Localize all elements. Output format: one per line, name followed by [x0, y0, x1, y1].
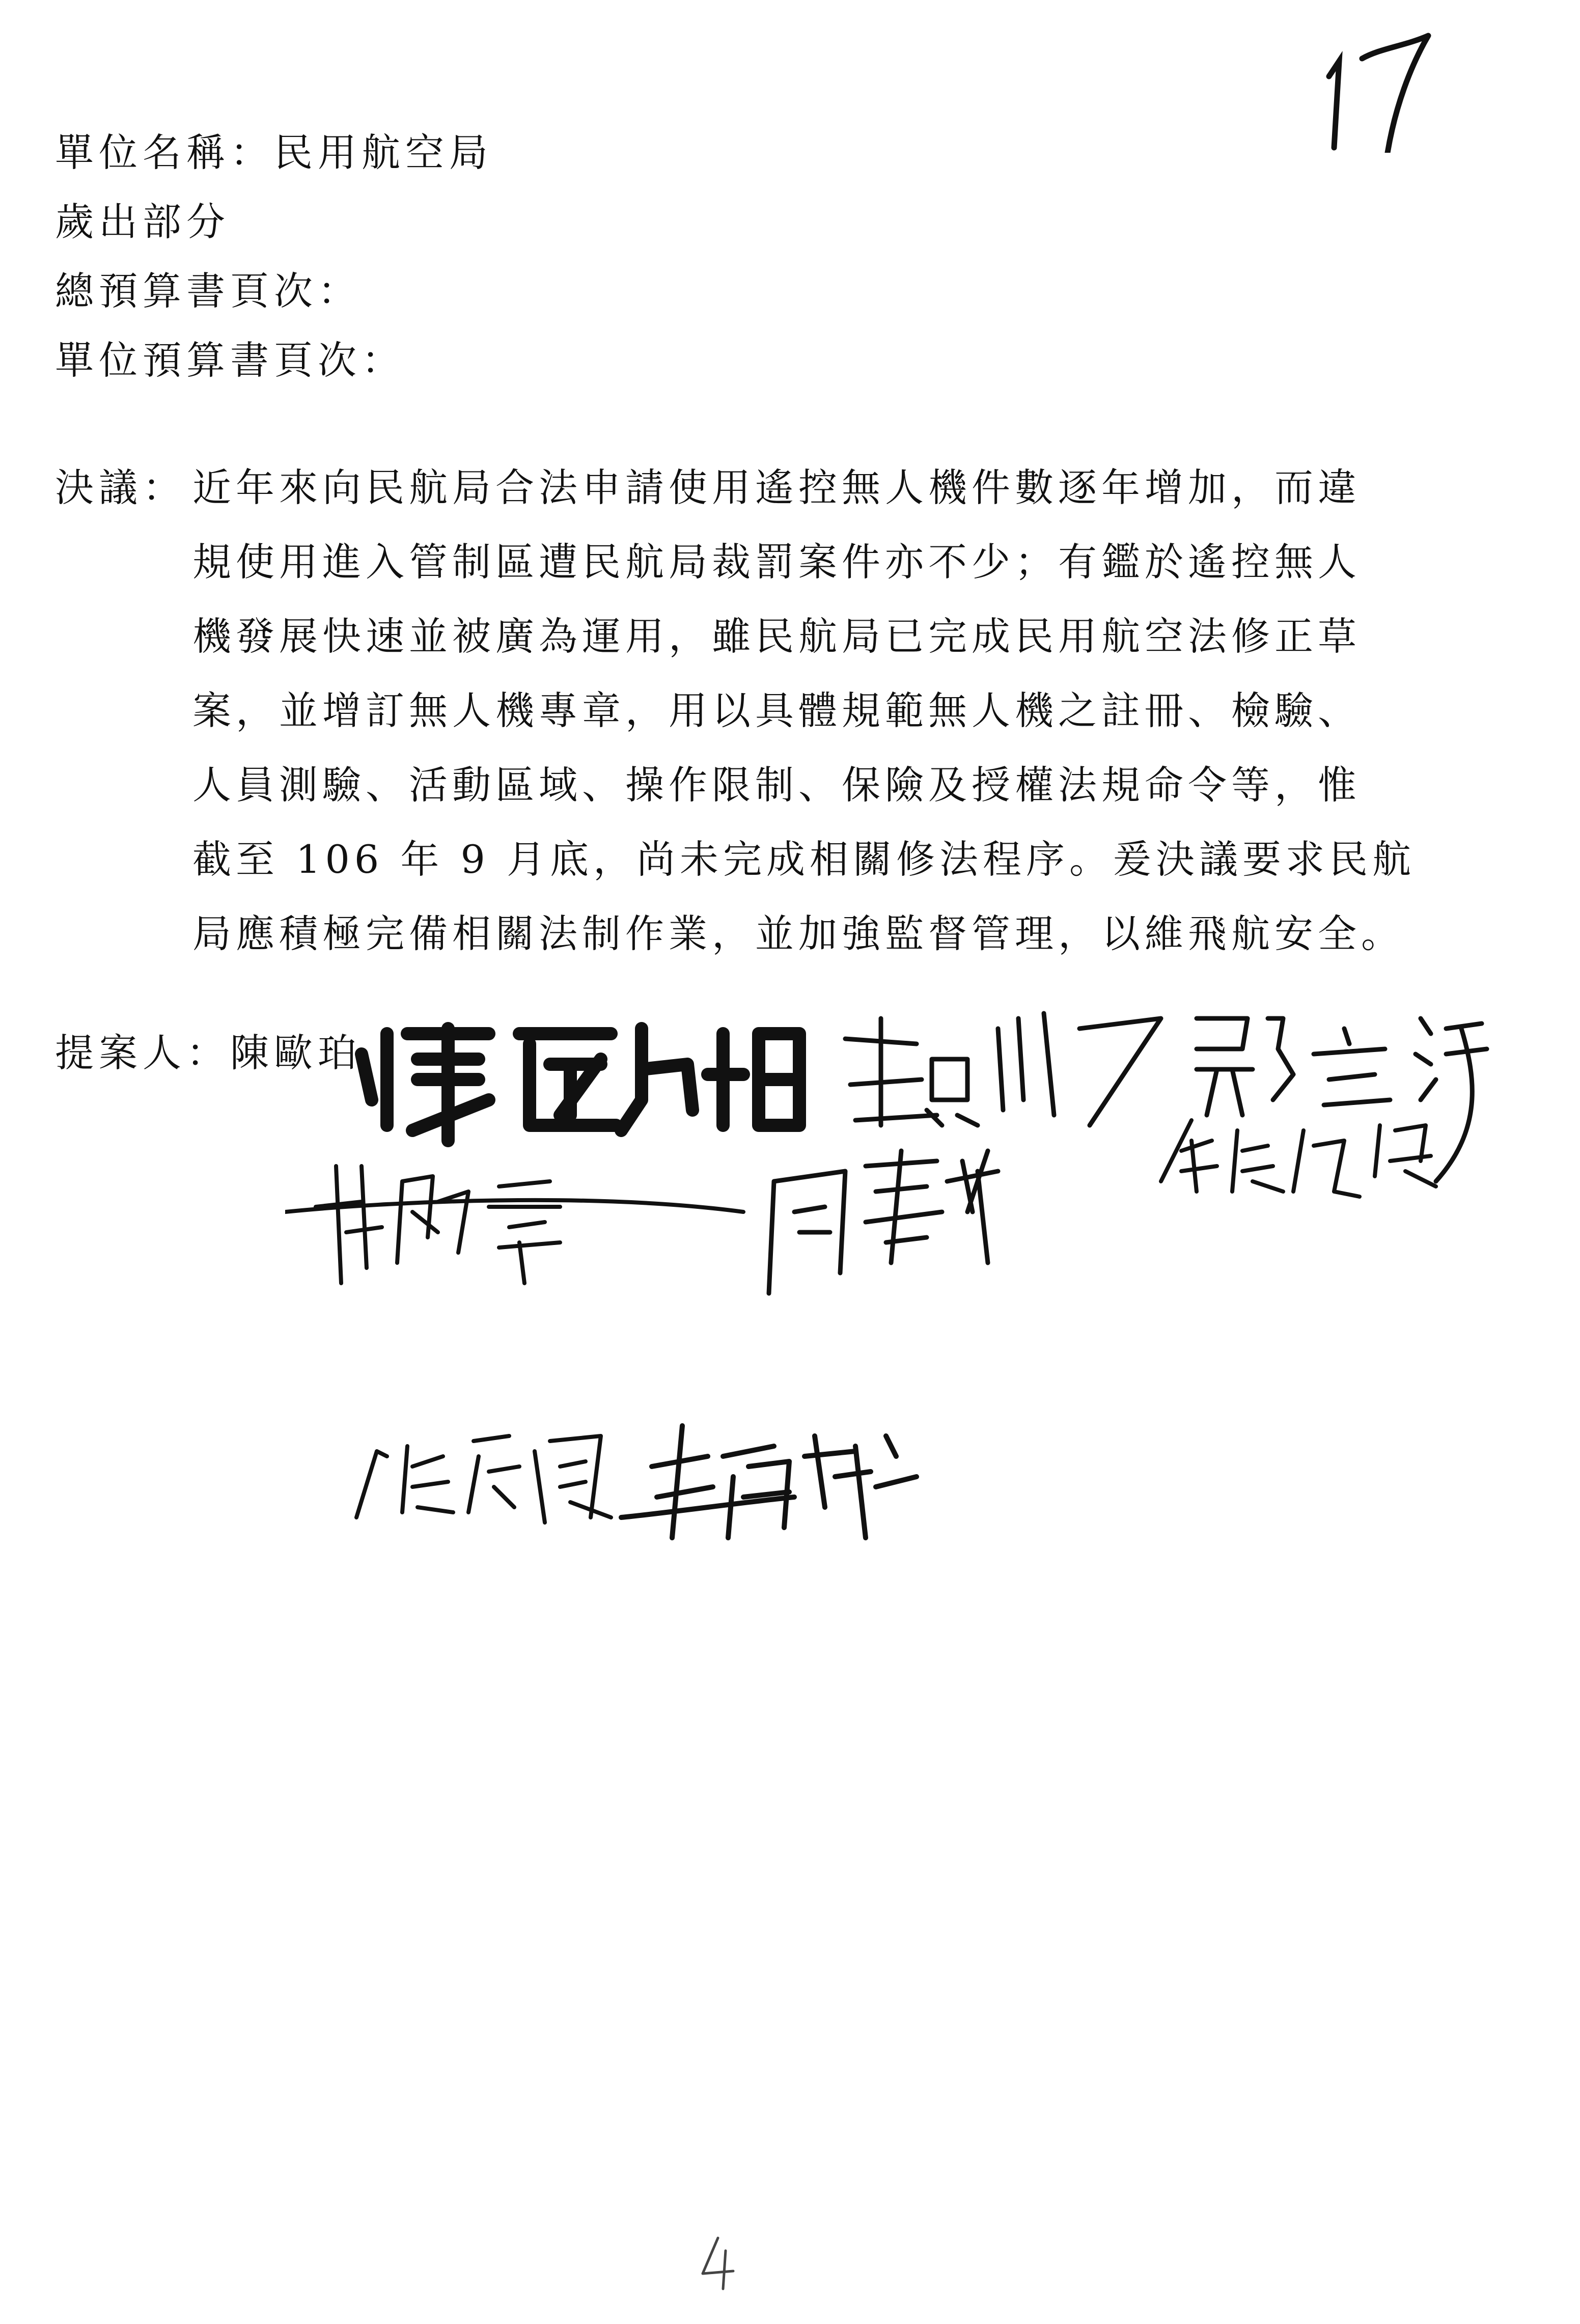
signature-2	[845, 1013, 1161, 1125]
resolution-line: 局應積極完備相關法制作業，並加強監督管理，以維飛航安全。	[192, 911, 1404, 956]
signatures-area	[285, 998, 1497, 1599]
signature-7	[356, 1436, 611, 1523]
resolution-line: 規使用進入管制區遭民航局裁罰案件亦不少；有鑑於遙控無人	[192, 539, 1361, 585]
resolution-label: 決議：	[55, 465, 186, 510]
resolution-line: 人員測驗、活動區域、操作限制、保險及授權法規命令等，惟	[192, 762, 1361, 808]
resolution-line: 近年來向民航局合法申請使用遙控無人機件數逐年增加，而違	[192, 465, 1361, 510]
proposer: 提案人：陳歐珀	[55, 1030, 362, 1075]
resolution-line: 截至 106 年 9 月底，尚未完成相關修法程序。爰決議要求民航	[192, 837, 1416, 882]
signature-6	[1161, 1120, 1436, 1197]
signature-4	[285, 1166, 743, 1283]
budget-section: 歲出部分	[55, 199, 230, 244]
signature-1	[362, 1029, 799, 1141]
signature-8	[621, 1426, 917, 1538]
unit-name: 單位名稱：民用航空局	[55, 130, 493, 175]
resolution-line: 機發展快速並被廣為運用，雖民航局已完成民用航空法修正草	[192, 614, 1361, 659]
unit-budget-page: 單位預算書頁次：	[55, 338, 405, 383]
general-budget-page: 總預算書頁次：	[55, 268, 362, 314]
footer-page-number	[698, 2235, 738, 2291]
resolution-line: 案，並增訂無人機專章，用以具體規範無人機之註冊、檢驗、	[192, 688, 1361, 733]
signature-5	[769, 1151, 998, 1293]
handwritten-page-number	[1319, 20, 1441, 153]
